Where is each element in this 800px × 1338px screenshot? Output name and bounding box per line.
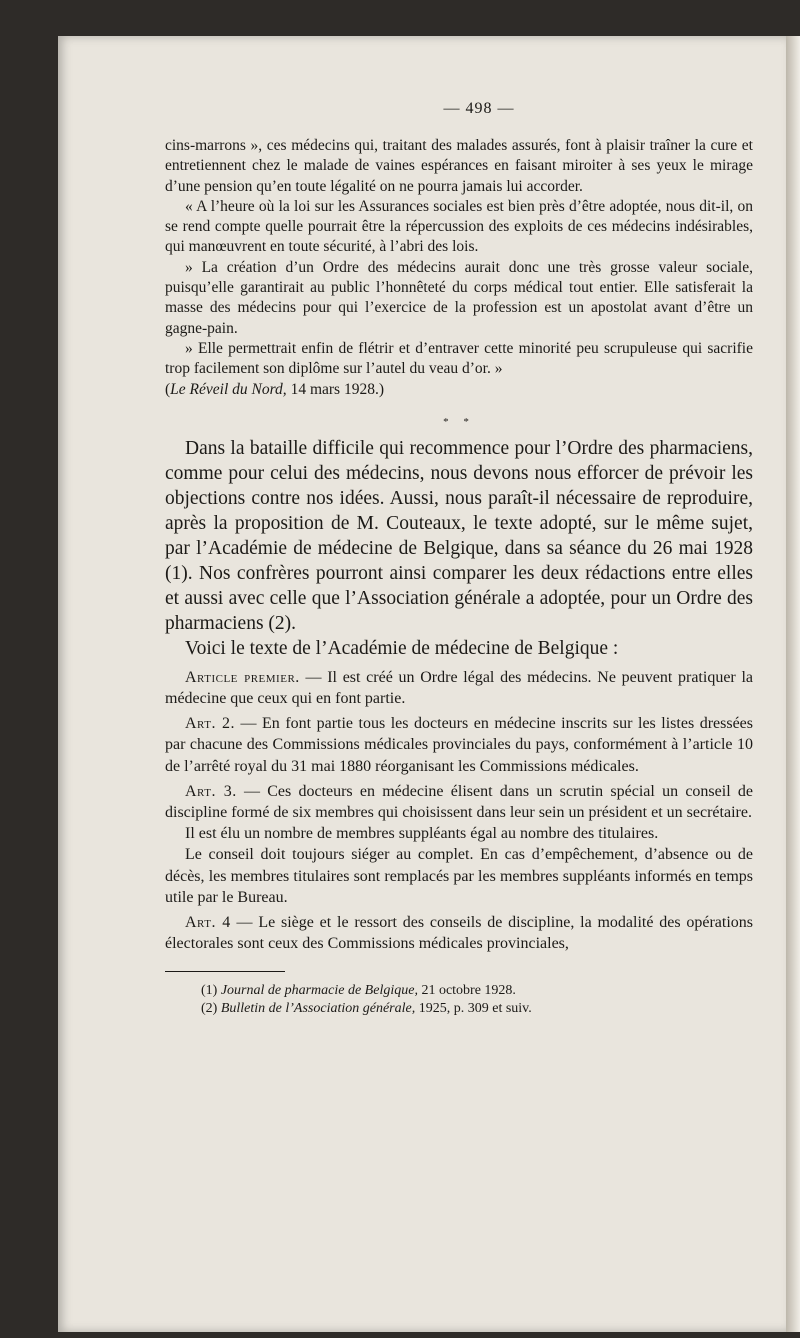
quote-source: (Le Réveil du Nord, 14 mars 1928.) [165, 380, 384, 398]
article-paragraph [165, 781, 753, 823]
article-label: Art. 3. [185, 782, 237, 800]
page-edge [786, 36, 800, 1332]
footnote-source: Journal de pharmacie de Belgique, [220, 982, 418, 998]
quote-paragraph: » La création d’un Ordre des médecins aurait donc une très grosse valeur sociale, puisqu’elle garantirait au public l’honnêteté du corps médical tout entier. Elle satisferait la masse des médecins pour qui l’exercice de la profession est un apostolat avant d’être un gagne-pain. [165, 258, 753, 337]
footnotes [165, 982, 753, 1018]
article-text: Il est élu un nombre de membres suppléants égal au nombre des titulaires. [185, 825, 659, 843]
section-separator: * * [443, 415, 475, 428]
footnote-rest: 21 octobre 1928. [417, 982, 516, 998]
footnote-source: Bulletin de l’Association générale, [220, 1000, 416, 1016]
article-text: — En font partie tous les docteurs en médecine inscrits sur les listes dressées par chacune des Commissions médicales provinciales du pays, conformément à l’article 10 de l’arrêté royal du 31 mai 1880 réorganisant les Commissions médicales. [165, 715, 754, 775]
footnote [165, 1000, 753, 1018]
body-paragraph: Dans la bataille difficile qui recommence pour l’Ordre des pharmaciens, comme pour celui des médecins, nous devons nous efforcer de prévoir les objections contre nos idées. Aussi, nous paraît-il nécessaire de reproduire, après la proposition de M. Couteaux, le texte adopté, sur le même sujet, par l’Académie de médecine de Belgique, dans sa séance du 26 mai 1928 (1). Nos confrères pourront ainsi comparer les deux rédactions entre elles et aussi avec celle que l’Association générale a adoptée, pour un Ordre des pharmaciens (2). [165, 437, 753, 634]
body-text [165, 436, 753, 661]
article-paragraph [165, 667, 753, 709]
footnote-mark: (1) [201, 982, 221, 998]
footnote [165, 982, 753, 1000]
article-text: Le conseil doit toujours siéger au complet. En cas d’empêchement, d’absence ou de décès, les membres titulaires sont remplacés par les membres suppléants informés en temps utile par le Bureau. [165, 846, 753, 906]
academy-text [165, 667, 753, 955]
article-label: Article premier. [185, 668, 300, 686]
article-paragraph [165, 844, 753, 908]
article-label: Art. 4 [185, 914, 231, 932]
quote-paragraph: » Elle permettrait enfin de flétrir et d’entraver cette minorité peu scrupuleuse qui sacrifie trop facilement son diplôme sur l’autel du veau d’or. » [165, 339, 753, 378]
quote-source-title: Le Réveil du Nord, [170, 380, 287, 398]
quote-block [165, 136, 753, 400]
quote-paragraph: « A l’heure où la loi sur les Assurances sociales est bien près d’être adoptée, nous dit-il, on se rend compte quelle pourrait être la répercussion des exploits de ces médecins indésirables, qui manœuvrent en toute sécurité, à l’abri des lois. [165, 197, 753, 256]
footnote-mark: (2) [201, 1000, 221, 1016]
article-paragraph [165, 823, 753, 844]
article-paragraph [165, 713, 753, 777]
article-text: — Ces docteurs en médecine élisent dans un scrutin spécial un conseil de discipline formé de six membres qui choisissent dans leur sein un président et un secrétaire. [165, 782, 753, 822]
article-label: Art. 2. [185, 715, 235, 733]
article-text: — Le siège et le ressort des conseils de discipline, la modalité des opérations électorales sont ceux des Commissions médicales provinciales, [165, 914, 753, 953]
article-paragraph [165, 912, 753, 954]
article-text: — Il est créé un Ordre légal des médecins. Ne peuvent pratiquer la médecine que ceux qui en font partie. [165, 668, 754, 708]
quote-paragraph: cins-marrons », ces médecins qui, traitant des malades assurés, font à plaisir traîner la cure et entretiennent chez le malade de vaines espérances en faisant miroiter à ses yeux le mirage d’une pension qu’en toute légalité on ne pourra jamais lui accorder. [165, 137, 753, 195]
footnote-rest: 1925, p. 309 et suiv. [415, 1000, 532, 1016]
page-number: — 498 — [443, 100, 515, 117]
footnote-rule [165, 971, 285, 972]
quote-source-date: 14 mars 1928.) [286, 380, 384, 398]
page-content [165, 100, 753, 1018]
body-paragraph: Voici le texte de l’Académie de médecine de Belgique : [185, 637, 619, 659]
